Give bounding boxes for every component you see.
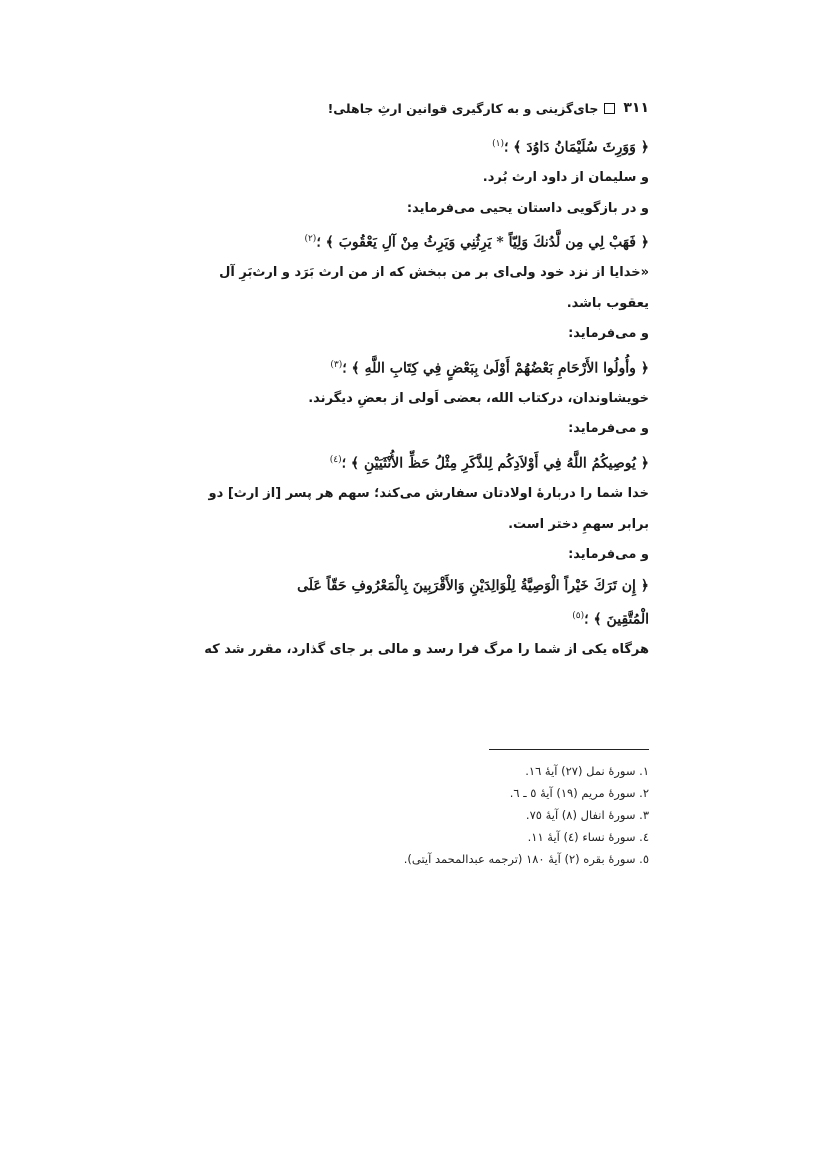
text-line: و می‌فرماید: <box>568 547 649 563</box>
footnote-item: ٤. سورهٔ نساء (٤) آیهٔ ١١. <box>527 830 649 844</box>
running-title: جای‌گزینی و به کارگیری قوانین ارثِ جاهلی! <box>327 100 599 116</box>
square-bullet-icon <box>604 103 615 114</box>
footnote-separator <box>165 749 649 750</box>
body-text <box>165 129 649 666</box>
footnote-item: ٣. سورهٔ انفال (٨) آیهٔ ٧٥. <box>525 808 649 822</box>
running-header <box>165 95 649 121</box>
quran-verse-line: ﴿ إِن تَرَكَ خَيْراً الْوَصِيَّةُ لِلْوَالِدَيْنِ وَالأَقْرَبِينَ بِالْمَعْرُوفِ حَقّاً عَلَى <box>297 577 649 594</box>
page-content <box>165 95 649 666</box>
footnote-ref[interactable]: (۱) <box>492 139 504 149</box>
quran-verse-line: ﴿ وَوَرِثَ سُلَيْمَانُ دَاوُدَ ﴾ ؛$^{(۱)}$ <box>492 139 649 156</box>
quran-verse-line: الْمُتَّقِينَ ﴾ ؛$^{(٥)}$ <box>572 611 649 628</box>
footnotes <box>165 760 649 870</box>
text-line: خدا شما را دربارهٔ اولادتان سفارش می‌کند؛ سهم هر پسر [از ارث] دو <box>208 486 649 502</box>
text-line: و می‌فرماید: <box>568 326 649 342</box>
quran-verse-line: ﴿ وأُولُوا الأَرْحَامِ بَعْضُهُمْ أَوْلَىٰ بِبَعْضٍ فِي كِتَابِ اللَّهِ ﴾ ؛$^{(۳)}$ <box>330 359 649 377</box>
text-line: و می‌فرماید: <box>568 421 649 437</box>
footnote-ref[interactable]: (٤) <box>329 454 342 465</box>
text-line: برابر سهمِ دختر است. <box>508 516 649 532</box>
text-line: «خدایا از نزد خود ولی‌ای بر من ببخش که از من ارث بَرَد و ارث‌بَرِ آل <box>219 265 649 281</box>
footnote-item: ٢. سورهٔ مریم (١٩) آیهٔ ٥ ـ ٦. <box>509 786 649 800</box>
text-line: و سلیمان از داود ارث بُرد. <box>482 170 649 186</box>
footnote-ref[interactable]: (۲) <box>304 234 317 245</box>
quran-verse-line: ﴿ فَهَبْ لِي مِن لَّدُنكَ وَلِيّاً * يَرِثُنِي وَيَرِثُ مِنْ آلِ يَعْقُوبَ ﴾ ؛$^{(۲)}$ <box>304 234 649 251</box>
text-line: هرگاه یکی از شما را مرگ فرا رسد و مالی بر جای گذارد، مقرر شد که <box>204 642 649 658</box>
text-line: و در بازگویی داستان یحیی می‌فرماید: <box>406 200 649 216</box>
footnote-item: ١. سورهٔ نمل (٢٧) آیهٔ ١٦. <box>525 764 649 778</box>
footnote-ref[interactable]: (٥) <box>572 611 585 622</box>
footnote-ref[interactable]: (۳) <box>330 359 343 370</box>
quran-verse-line: ﴿ يُوصِيكُمُ اللَّهُ فِي أَوْلاَدِكُم لِلذَّكَرِ مِثْلُ حَظِّ الأُنْثَيَيْنِ ﴾ ؛$^{(٤)}$ <box>329 454 649 472</box>
text-line: یعقوب باشد. <box>566 295 649 311</box>
page-number: ۳۱۱ <box>623 100 649 116</box>
footnote-item: ٥. سورهٔ بقره (٢) آیهٔ ١٨٠ (ترجمه عبدالمحمد آیتی). <box>403 852 649 866</box>
text-line: خویشاوندان، درکتاب الله، بعضی اَولی از بعضِ دیگرند. <box>308 390 649 406</box>
